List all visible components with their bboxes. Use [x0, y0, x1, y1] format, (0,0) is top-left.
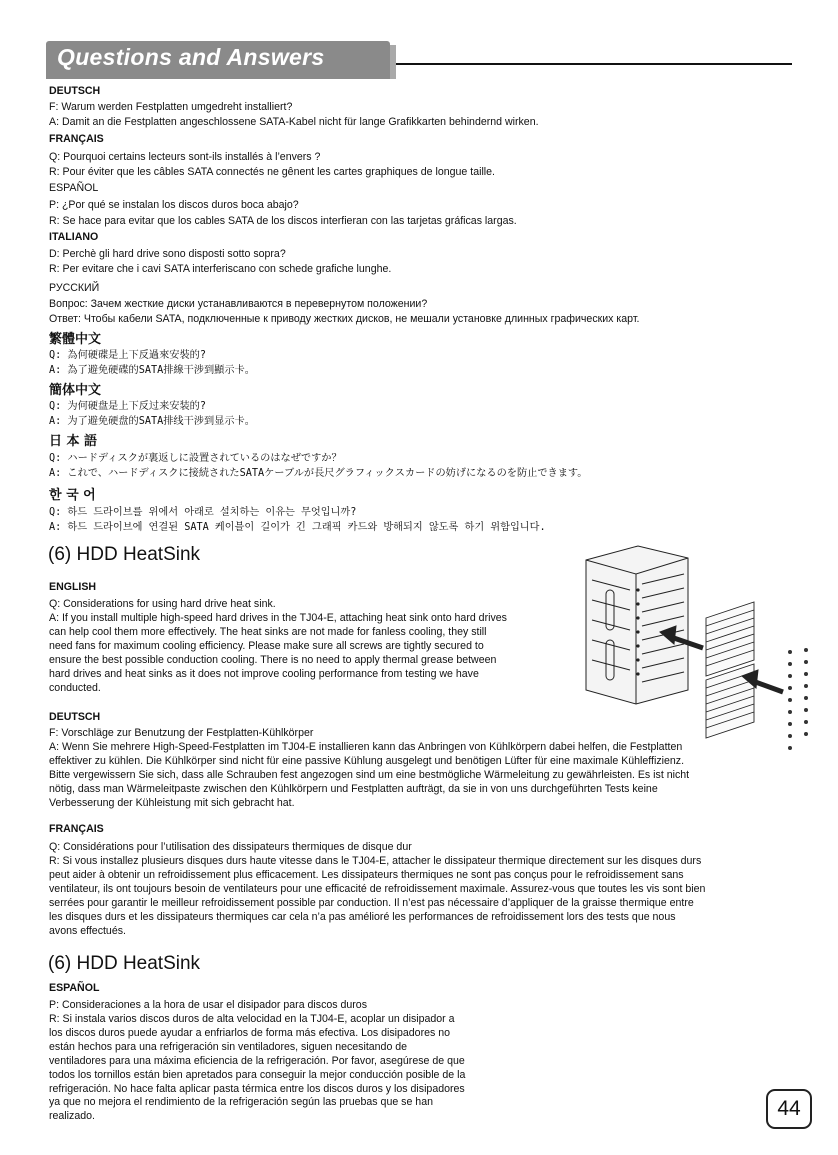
drive-cage-drawing	[586, 546, 688, 704]
screws-icon	[788, 648, 808, 750]
lang-heading-ko: 한 국 어	[49, 488, 96, 503]
answer-fr: R: Pour éviter que les câbles SATA connectés ne gênent les cartes graphiques de longue taille.	[49, 166, 495, 178]
heatsink-answer-en	[49, 612, 507, 695]
answer-line: ya que no mejora el rendimiento de la refrigeración según las pruebas que se han	[49, 1096, 433, 1109]
question-de: F: Warum werden Festplatten umgedreht installiert?	[49, 101, 293, 113]
question-zh-tw: Q: 為何硬碟是上下反過來安裝的?	[49, 350, 206, 361]
question-fr: Q: Pourquoi certains lecteurs sont-ils installés à l’envers ?	[49, 151, 321, 163]
answer-es: R: Se hace para evitar que los cables SATA de los discos interfieran con las tarjetas gráficas largas.	[49, 215, 517, 227]
answer-line: todos los tornillos están bien apretados para conseguir la mejor conducción posible de la	[49, 1068, 466, 1081]
lang-heading-es-2: ESPAÑOL	[49, 982, 100, 994]
heatsink-question-es: P: Consideraciones a la hora de usar el disipador para discos duros	[49, 999, 367, 1011]
question-zh-cn: Q: 为何硬盘是上下反过来安装的?	[49, 401, 206, 412]
section-title-heatsink-1: (6) HDD HeatSink	[48, 544, 201, 565]
answer-line: avons effectués.	[49, 924, 126, 937]
answer-line: Verbesserung der Kühleistung mit sich gebracht hat.	[49, 796, 295, 809]
lang-heading-es: ESPAÑOL	[49, 182, 99, 194]
question-ko: Q: 하드 드라이브를 위에서 아래로 설치하는 이유는 무엇입니까?	[49, 507, 357, 518]
heatsink-question-de: F: Vorschläge zur Benutzung der Festplatten-Kühlkörper	[49, 727, 314, 739]
page-number: 44	[766, 1089, 812, 1129]
heatsink-question-en: Q: Considerations for using hard drive heat sink.	[49, 598, 276, 610]
answer-de: A: Damit an die Festplatten angeschlossene SATA-Kabel nicht für lange Grafikkarten behindernd wirken.	[49, 116, 539, 128]
answer-ko: A: 하드 드라이브에 연결된 SATA 케이블이 길이가 긴 그래픽 카드와 방해되지 않도록 하기 위함입니다.	[49, 522, 546, 533]
answer-line: ventiladores para una máxima eficiencia de la refrigeración. Por favor, asegúrese de que	[49, 1054, 465, 1067]
header-rule	[396, 63, 792, 65]
answer-line: serrées pour garantir le meilleur refroidissement possible par conduction. Il n’est pas nécessaire d’appliquer de la graisse thermique entre	[49, 896, 694, 909]
answer-line: conducted.	[49, 681, 101, 694]
page-title: Questions and Answers	[57, 44, 325, 70]
lang-heading-en: ENGLISH	[49, 581, 97, 593]
heatsink-illustration	[578, 540, 818, 755]
lang-heading-fr-2: FRANÇAIS	[49, 823, 104, 835]
answer-line: need fans for maximum cooling efficiency. Please make sure all screws are tightly secured to	[49, 639, 484, 652]
lang-heading-zh-tw: 繁體中文	[49, 332, 102, 347]
heatsink-question-fr: Q: Considérations pour l’utilisation des dissipateurs thermiques de disque dur	[49, 841, 412, 853]
answer-line: can help cool them more effectively. The heat sinks are not made for fanless cooling, they still	[49, 625, 487, 638]
question-it: D: Perchè gli hard drive sono disposti sotto sopra?	[49, 248, 286, 260]
answer-line: refrigeración. No hace falta aplicar pasta térmica entre los discos duros y los disipadores	[49, 1082, 465, 1095]
answer-line: están hechos para una refrigeración sin ventiladores, siguen necesitando de	[49, 1040, 408, 1053]
lang-heading-zh-cn: 簡体中文	[49, 383, 102, 398]
heatsink-answer-es	[49, 1013, 465, 1124]
answer-ja: A: これで、ハードディスクに接続されたSATAケーブルが長尺グラフィックスカードの妨げになるのを防止できます。	[49, 468, 588, 479]
answer-it: R: Per evitare che i cavi SATA interferiscano con schede grafiche lunghe.	[49, 263, 392, 275]
answer-line: los discos duros puede ayudar a enfriarlos de forma más efectiva. Los disipadores no	[49, 1026, 451, 1039]
answer-line: peut aider à obtenir un refroidissement plus efficacement. Les dissipateurs thermiques ne sont pas conçus pour le refroidissement sans	[49, 868, 684, 881]
question-es: P: ¿Por qué se instalan los discos duros boca abajo?	[49, 199, 299, 211]
answer-line: ventilateur, ils ont toujours besoin de ventilateurs pour une efficacité de refroidissement maximale. Assurez-vous que toutes les vis sont bien	[49, 882, 706, 895]
heatsink-fins-drawing	[706, 602, 754, 738]
question-ja: Q: ハードディスクが裏返しに設置されているのはなぜですか？	[49, 453, 342, 464]
answer-line: hard drives and heat sinks as it does not improve cooling performance from testing we have	[49, 667, 479, 680]
lang-heading-fr: FRANÇAIS	[49, 133, 104, 145]
answer-line: effektiver zu kühlen. Die Kühlkörper sind nicht für eine passive Kühlung ausgelegt und benötigen Lüfter für eine maximale Kühleffizienz.	[49, 754, 685, 767]
answer-line: nötig, dass man Wärmeleitpaste zwischen den Kühlkörpern und Festplatten aufträgt, da sie in von uns durchgeführten Tests keine	[49, 782, 658, 795]
answer-zh-tw: A: 為了避免硬碟的SATA排線干涉到顯示卡。	[49, 365, 255, 376]
heatsink-answer-fr	[49, 855, 705, 938]
question-ru: Вопрос: Зачем жесткие диски устанавливаются в перевернутом положении?	[49, 298, 428, 310]
lang-heading-de: DEUTSCH	[49, 85, 101, 97]
answer-line: Bitte vergewissern Sie sich, dass alle Schrauben fest angezogen sind um eine bestmögliche Wärmeleitung zu gewährleisten. Es ist nicht	[49, 768, 690, 781]
lang-heading-it: ITALIANO	[49, 231, 99, 243]
lang-heading-ru: РУССКИЙ	[49, 282, 100, 294]
answer-line: R: Si instala varios discos duros de alta velocidad en la TJ04-E, acoplar un disipador a	[49, 1013, 455, 1025]
answer-line: A: Wenn Sie mehrere High-Speed-Festplatten im TJ04-E installieren kann das Anbringen von Kühlkörpern dabei helfen, die Festplatten	[49, 741, 683, 753]
answer-ru: Ответ: Чтобы кабели SATA, подключенные к приводу жестких дисков, не мешали установке длинных графических карт.	[49, 313, 640, 325]
answer-line: les disques durs et les dissipateurs thermiques car cela n’a pas amélioré les performances de refroidissement lors des tests que nous	[49, 910, 676, 923]
answer-zh-cn: A: 为了避免硬盘的SATA排线干涉到显示卡。	[49, 416, 255, 427]
section-title-heatsink-2: (6) HDD HeatSink	[48, 953, 201, 974]
lang-heading-ja: 日 本 語	[49, 434, 98, 449]
answer-line: A: If you install multiple high-speed hard drives in the TJ04-E, attaching heat sink onto hard drives	[49, 612, 507, 624]
answer-line: R: Si vous installez plusieurs disques durs haute vitesse dans le TJ04-E, attacher le dissipateur thermique directement sur les disques durs	[49, 855, 702, 867]
answer-line: realizado.	[49, 1110, 95, 1123]
lang-heading-de-2: DEUTSCH	[49, 711, 101, 723]
answer-line: ensure the best possible conduction cooling. There is no need to apply thermal grease between	[49, 653, 497, 666]
